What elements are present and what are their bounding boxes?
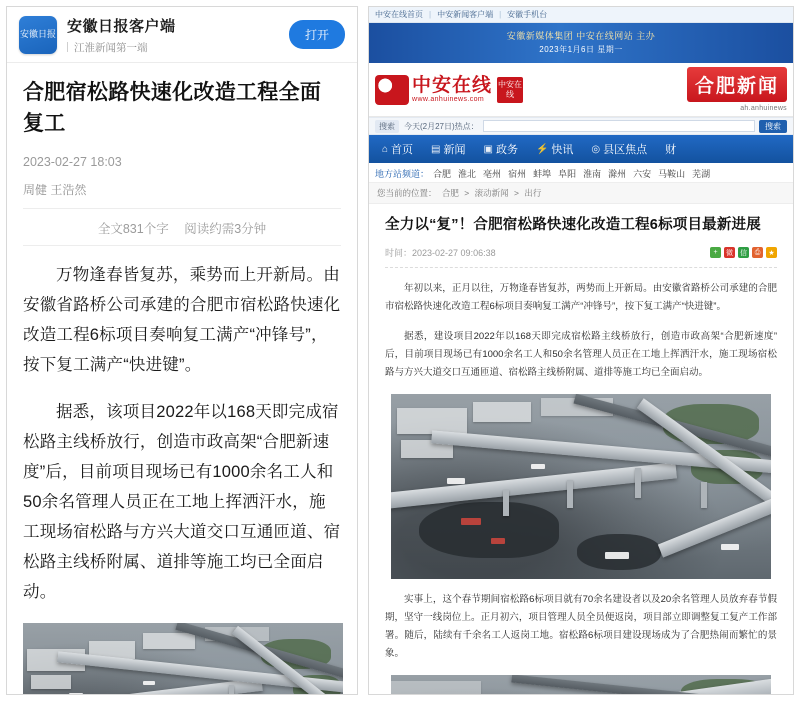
topbar-link-home[interactable]: 中安在线首页 (375, 10, 423, 19)
banner-advertisement[interactable] (369, 23, 793, 63)
search-input[interactable] (483, 120, 755, 132)
nav-label: 县区焦点 (603, 144, 648, 156)
home-icon: ⌂ (382, 143, 389, 155)
nav-label: 首页 (391, 144, 414, 156)
local-station-item[interactable]: 淮南 (583, 169, 602, 179)
share-icons (710, 247, 777, 258)
app-logo-icon: 安徽日报 (19, 16, 57, 54)
topbar-separator: | (429, 10, 432, 19)
banner-ad-line1: 安徽新媒体集团 中安在线网站 主办 (506, 31, 656, 41)
news-article (369, 204, 793, 695)
app-name: 安徽日报客户端 (67, 17, 176, 35)
site-masthead (369, 63, 793, 117)
article-publish-date: 2023-02-27 18:03 (23, 155, 122, 169)
app-title-block (67, 15, 289, 55)
print-icon[interactable]: ⎙ (752, 247, 763, 258)
local-station-bar (369, 163, 793, 183)
channel-logo-url: ah.anhuinews (740, 105, 787, 112)
local-station-item[interactable]: 马鞍山 (658, 169, 686, 179)
local-station-item[interactable]: 合肥 (433, 169, 452, 179)
news-paragraph: 实事上，这个春节期间宿松路6标项目就有70余名建设者以及20余名管理人员放弃春节假期，坚守一线岗位上。正月初六，项目管理人员全员便返岗，项目部立即调整复工复产工作部署。随后，陆续有千余名工人返岗工地。宿松路6标项目建设现场成为了合肥热闹而繁忙的景象。 (385, 594, 777, 659)
news-meta-row (385, 246, 777, 268)
government-icon: ▣ (483, 143, 493, 155)
breadcrumb-separator: > (514, 188, 519, 198)
news-icon: ▤ (431, 143, 441, 155)
article-word-count: 全文831个字 (97, 222, 169, 236)
topbar-link-app[interactable]: 中安新闻客户端 (437, 10, 494, 19)
flash-icon: ⚡ (535, 143, 549, 155)
wechat-icon[interactable]: 信 (738, 247, 749, 258)
site-searchbar (369, 117, 793, 135)
app-slogan: 江淮新闻第一端 (74, 41, 148, 54)
news-paragraph: 年初以来，正月以往，万物逢春皆复苏，两势而上开新局。由安徽省路桥公司承建的合肥市宿松路快速化改造工程6标项目奏响复工满产“冲锋号”，按下复工满产“快进键”。 (385, 283, 777, 312)
topbar-link-mobile-tv[interactable]: 安徽手机台 (507, 10, 548, 19)
breadcrumb (369, 183, 793, 204)
nav-item-flash[interactable] (527, 141, 582, 157)
article-paragraph: 万物逢春皆复苏，乘势而上开新局。由安徽省路桥公司承建的合肥市宿松路快速化改造工程6标项目奏响复工满产“冲锋号”，按下复工满产“快进键”。 (23, 266, 341, 374)
site-logo-stamp-icon: 中安在线 (497, 77, 523, 103)
local-station-item[interactable]: 芜湖 (692, 169, 711, 179)
local-station-item[interactable]: 宿州 (508, 169, 527, 179)
site-logo[interactable] (375, 75, 523, 105)
banner-ad-line2: 2023年1月6日 星期一 (539, 45, 623, 54)
star-icon[interactable]: ★ (766, 247, 777, 258)
article-content (7, 63, 357, 695)
app-header (7, 7, 357, 63)
breadcrumb-item[interactable]: 滚动新闻 (474, 188, 509, 198)
slogan-divider (67, 42, 68, 52)
desktop-news-site-panel (368, 6, 794, 695)
app-slogan-row (67, 40, 289, 55)
local-station-item[interactable]: 阜阳 (558, 169, 577, 179)
nav-item-county-focus[interactable] (582, 141, 656, 157)
search-hot-label: 今天(2月27日)热点： (404, 121, 479, 131)
nav-item-home[interactable] (373, 141, 422, 157)
site-logo-name: 中安在线 (412, 75, 493, 96)
channel-logo-name: 合肥新闻 (687, 67, 787, 102)
main-navigation (369, 135, 793, 163)
nav-item-finance[interactable] (656, 141, 685, 157)
open-app-button[interactable]: 打开 (289, 20, 345, 49)
nav-item-news[interactable] (422, 141, 474, 157)
article-read-meta (23, 219, 341, 246)
plus-icon[interactable]: + (710, 247, 721, 258)
news-photo-bridge-deck (391, 675, 771, 695)
logo-swoosh-icon (375, 75, 409, 105)
article-headline: 合肥宿松路快速化改造工程全面复工 (23, 81, 322, 135)
news-article-title: 全力以“复”！合肥宿松路快速化改造工程6标项目最新进展 (385, 217, 761, 233)
site-topbar (369, 7, 793, 23)
location-icon: ◎ (591, 143, 601, 155)
article-read-time: 阅读约需3分钟 (184, 222, 267, 236)
breadcrumb-item[interactable]: 合肥 (441, 188, 459, 198)
weibo-icon[interactable]: 微 (724, 247, 735, 258)
local-station-item[interactable]: 淮北 (458, 169, 477, 179)
mobile-app-article-panel (6, 6, 358, 695)
article-authors: 周健 王浩然 (23, 181, 341, 209)
news-publish-time: 2023-02-27 09:06:38 (412, 247, 496, 258)
nav-label: 新闻 (443, 144, 466, 156)
article-photo-interchange (23, 623, 343, 695)
article-paragraph: 据悉，该项目2022年以168天即完成宿松路主线桥放行，创造市政高架“合肥新速度”后，目前项目现场已有1000余名工人和50余名管理人员正在工地上挥洒汗水，施工现场宿松路与方兴大道交口互通匝道、宿松路主线桥附属、道排等施工均已全面启动。 (23, 402, 341, 601)
breadcrumb-separator: > (464, 188, 470, 198)
search-button[interactable]: 搜索 (759, 120, 787, 133)
breadcrumb-label: 您当前的位置： (377, 188, 437, 198)
local-station-item[interactable]: 蚌埠 (533, 169, 552, 179)
news-paragraph: 据悉，建设项目2022年以168天即完成宿松路主线桥放行，创造市政高架“合肥新速度”后，目前项目现场已有1000余名工人和50余名管理人员正在工地上挥洒汗水，施工现场宿松路与方兴大道交口互通匝道、宿松路主线桥附属、道排等施工均已全面启动。 (385, 331, 777, 378)
nav-label: 政务 (495, 144, 518, 156)
local-station-item[interactable]: 亳州 (483, 169, 502, 179)
local-station-label: 地方站频道： (375, 169, 430, 179)
local-station-item[interactable]: 滁州 (608, 169, 627, 179)
search-chip-label: 搜索 (375, 120, 399, 133)
site-logo-url: www.anhuinews.com (412, 96, 485, 103)
nav-label: 快讯 (551, 144, 574, 156)
local-station-item[interactable]: 六安 (633, 169, 652, 179)
news-photo-interchange-aerial (391, 394, 771, 579)
topbar-separator: | (499, 10, 502, 19)
breadcrumb-item[interactable]: 出行 (524, 188, 542, 198)
channel-logo-block[interactable] (687, 67, 787, 112)
nav-label: 财 (665, 144, 677, 156)
nav-item-government[interactable] (475, 141, 527, 157)
news-time-label: 时间： (385, 248, 413, 258)
